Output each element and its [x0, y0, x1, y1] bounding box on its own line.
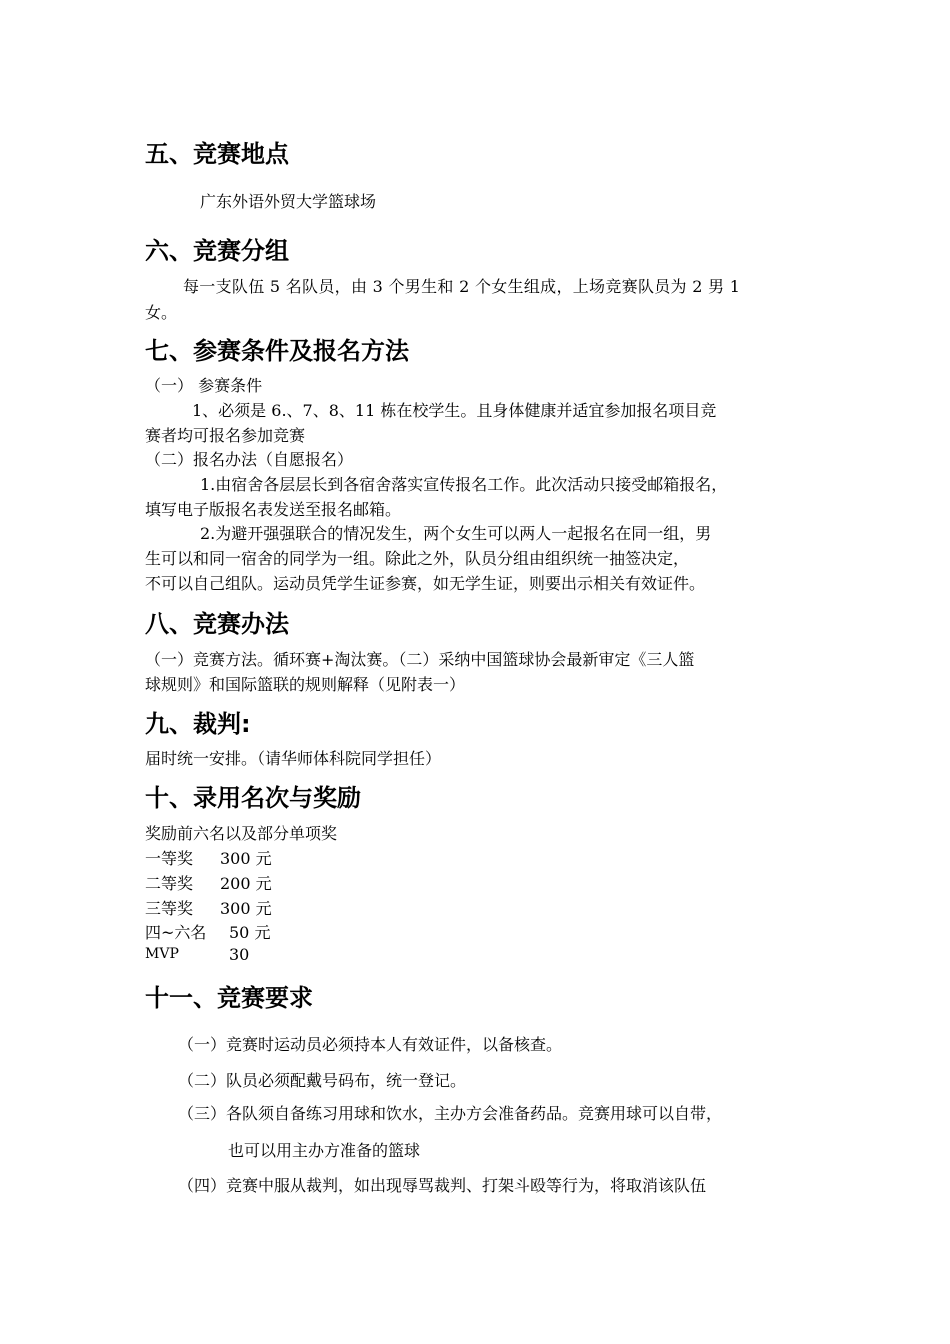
- method-text-line2: 球规则》和国际篮联的规则解释（见附表一）: [145, 675, 466, 694]
- eligibility-item1-line2: 赛者均可报名参加竞赛: [145, 426, 306, 445]
- venue-text: 广东外语外贸大学篮球场: [200, 192, 377, 211]
- awards-intro: 奖励前六名以及部分单项奖: [145, 824, 338, 843]
- grouping-text-line1: 每一支队伍 5 名队员，由 3 个男生和 2 个女生组成，上场竞赛队员为 2 男 1: [183, 277, 741, 296]
- grouping-text-line2: 女。: [145, 303, 178, 322]
- section-heading-venue: 五、竞赛地点: [145, 140, 289, 168]
- registration-item1-line1: 1.由宿舍各层层长到各宿舍落实宣传报名工作。此次活动只接受邮箱报名，: [200, 475, 728, 494]
- method-text-line1: （一）竞赛方法。循环赛+淘汰赛。（二）采纳中国篮球协会最新审定《三人篮: [145, 650, 695, 669]
- requirement-1: （一）竞赛时运动员必须持本人有效证件，以备核查。: [178, 1035, 563, 1054]
- eligibility-item1-line1: 1、必须是 6.、7、8、11 栋在校学生。且身体健康并适宜参加报名项目竞: [192, 401, 717, 420]
- eligibility-subheading-conditions: （一） 参赛条件: [145, 376, 263, 395]
- prize-amount: 300 元: [220, 849, 272, 868]
- section-heading-referee: 九、裁判:: [145, 710, 251, 738]
- section-heading-eligibility: 七、参赛条件及报名方法: [145, 337, 409, 365]
- prize-amount: 50 元: [229, 923, 271, 942]
- section-heading-grouping: 六、竞赛分组: [145, 237, 289, 265]
- requirement-3-line2: 也可以用主办方准备的篮球: [228, 1141, 421, 1160]
- eligibility-subheading-registration: （二）报名办法（自愿报名）: [145, 450, 354, 469]
- registration-item2-line2: 生可以和同一宿舍的同学为一组。除此之外，队员分组由组织统一抽签决定，: [145, 549, 690, 568]
- registration-item1-line2: 填写电子版报名表发送至报名邮箱。: [145, 500, 402, 519]
- registration-item2-line3: 不可以自己组队。运动员凭学生证参赛，如无学生证，则要出示相关有效证件。: [145, 574, 706, 593]
- section-heading-competition-method: 八、竞赛办法: [145, 610, 289, 638]
- prize-name: 三等奖: [145, 899, 194, 918]
- requirement-4: （四）竞赛中服从裁判，如出现辱骂裁判、打架斗殴等行为，将取消该队伍: [178, 1176, 707, 1195]
- prize-name: 四~六名: [145, 923, 207, 942]
- registration-item2-line1: 2.为避开强强联合的情况发生，两个女生可以两人一起报名在同一组，男: [200, 524, 712, 543]
- prize-amount: 300 元: [220, 899, 272, 918]
- prize-amount: 200 元: [220, 874, 272, 893]
- section-heading-awards: 十、录用名次与奖励: [145, 784, 361, 812]
- prize-name: 一等奖: [145, 849, 194, 868]
- referee-text: 届时统一安排。（请华师体科院同学担任）: [145, 749, 442, 768]
- prize-name: MVP: [145, 946, 179, 962]
- section-heading-requirements: 十一、竞赛要求: [145, 984, 313, 1012]
- prize-name: 二等奖: [145, 874, 194, 893]
- requirement-3-line1: （三）各队须自备练习用球和饮水，主办方会准备药品。竞赛用球可以自带，: [178, 1104, 723, 1123]
- prize-amount: 30: [229, 945, 250, 964]
- requirement-2: （二）队员必须配戴号码布，统一登记。: [178, 1071, 467, 1090]
